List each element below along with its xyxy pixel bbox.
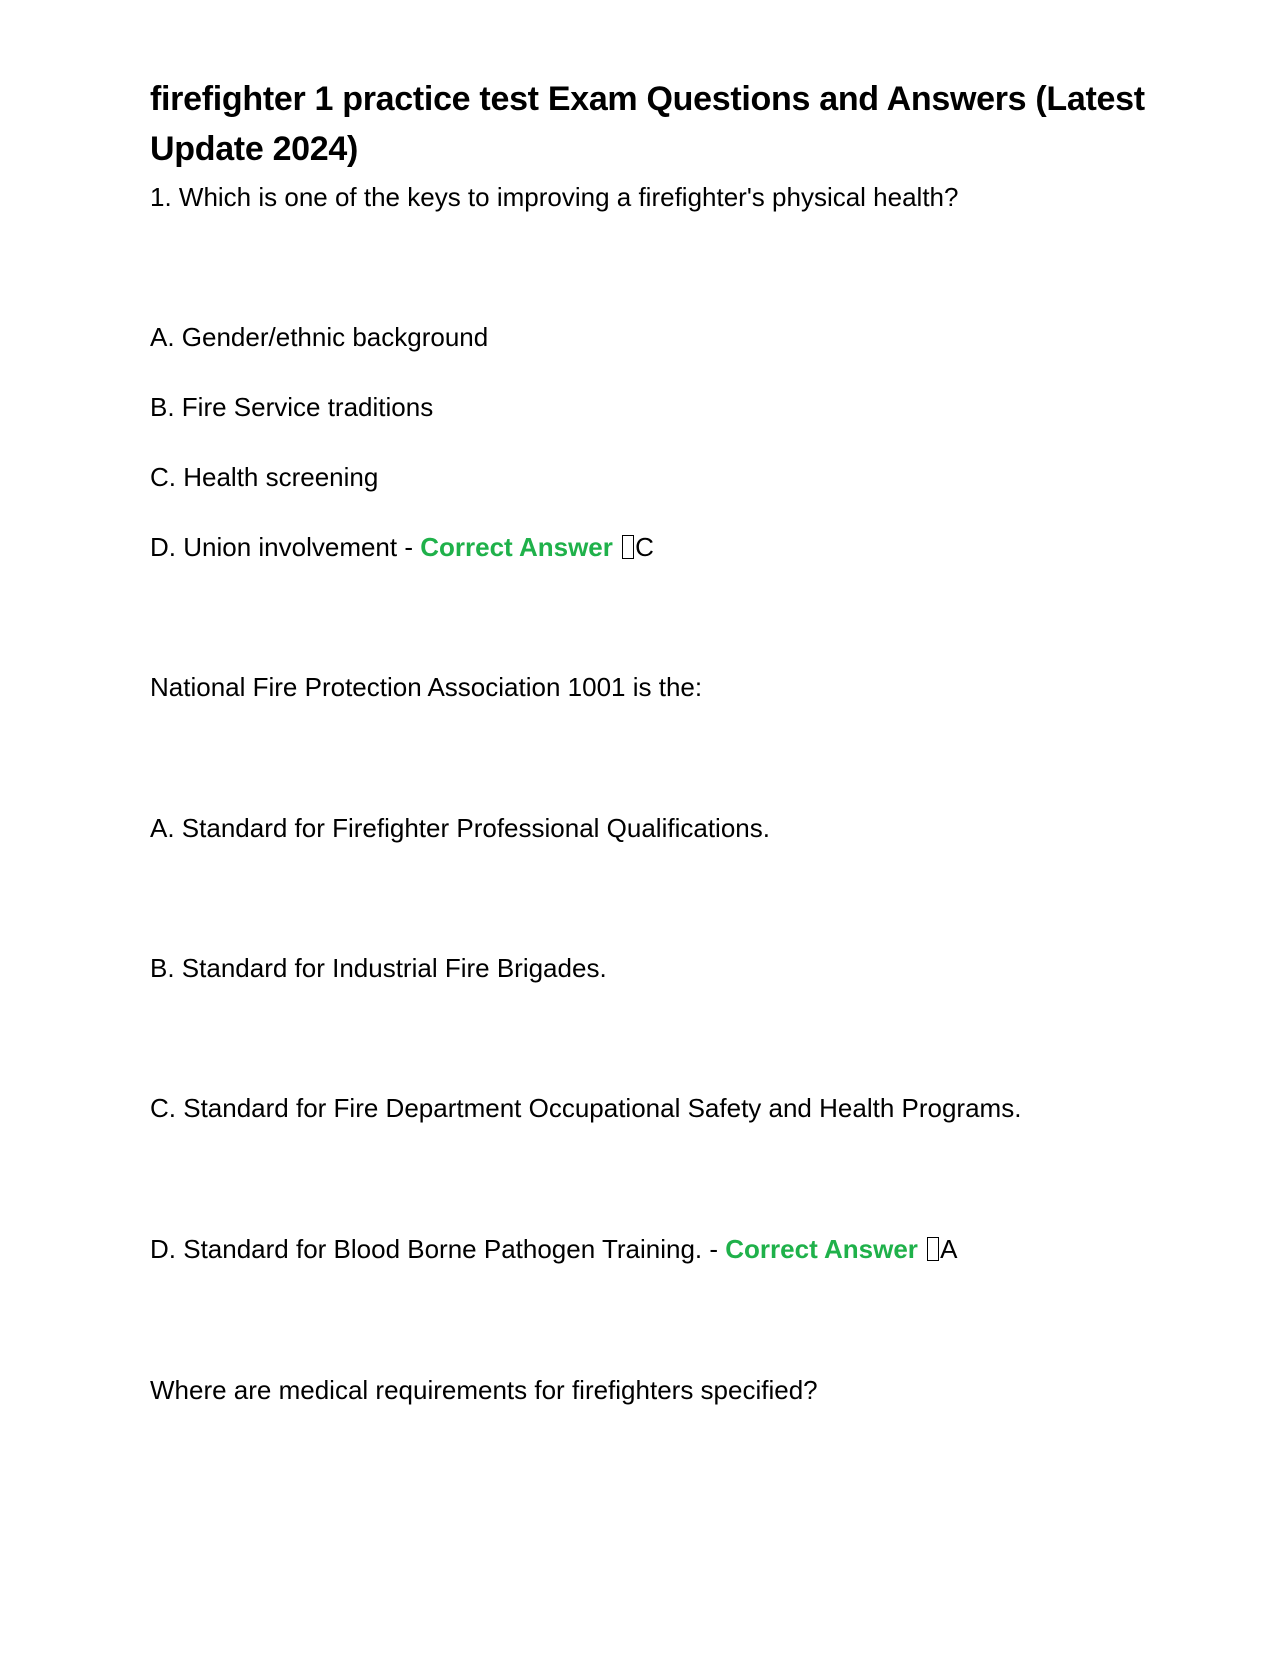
question-1-option-d-line [150,530,654,564]
question-2-option-d: D. Standard for Blood Borne Pathogen Training. - [150,1234,719,1264]
question-2-correct-answer-label: Correct Answer [725,1234,918,1264]
question-1-correct-answer-label: Correct Answer [420,532,613,562]
missing-glyph-icon [927,1237,939,1261]
question-2-option-d-line [150,1232,957,1266]
question-2-option-c: C. Standard for Fire Department Occupational Safety and Health Programs. [150,1093,1022,1123]
question-1-option-d: D. Union involvement - [150,532,413,562]
document-title: firefighter 1 practice test Exam Questions and Answers (Latest Update 2024) [150,80,1145,168]
question-3-prompt: Where are medical requirements for firefighters specified? [150,1375,818,1405]
question-1-option-b: B. Fire Service traditions [150,392,434,422]
question-2-option-b: B. Standard for Industrial Fire Brigades. [150,953,607,983]
question-1-option-c: C. Health screening [150,462,379,492]
question-2-prompt: National Fire Protection Association 1001 is the: [150,672,703,702]
question-1-answer: C [635,532,654,562]
question-1-option-a: A. Gender/ethnic background [150,322,489,352]
question-2-option-a: A. Standard for Firefighter Professional Qualifications. [150,813,770,843]
question-2-answer: A [940,1234,958,1264]
missing-glyph-icon [622,535,634,559]
question-1-prompt: 1. Which is one of the keys to improving a firefighter's physical health? [150,182,959,212]
